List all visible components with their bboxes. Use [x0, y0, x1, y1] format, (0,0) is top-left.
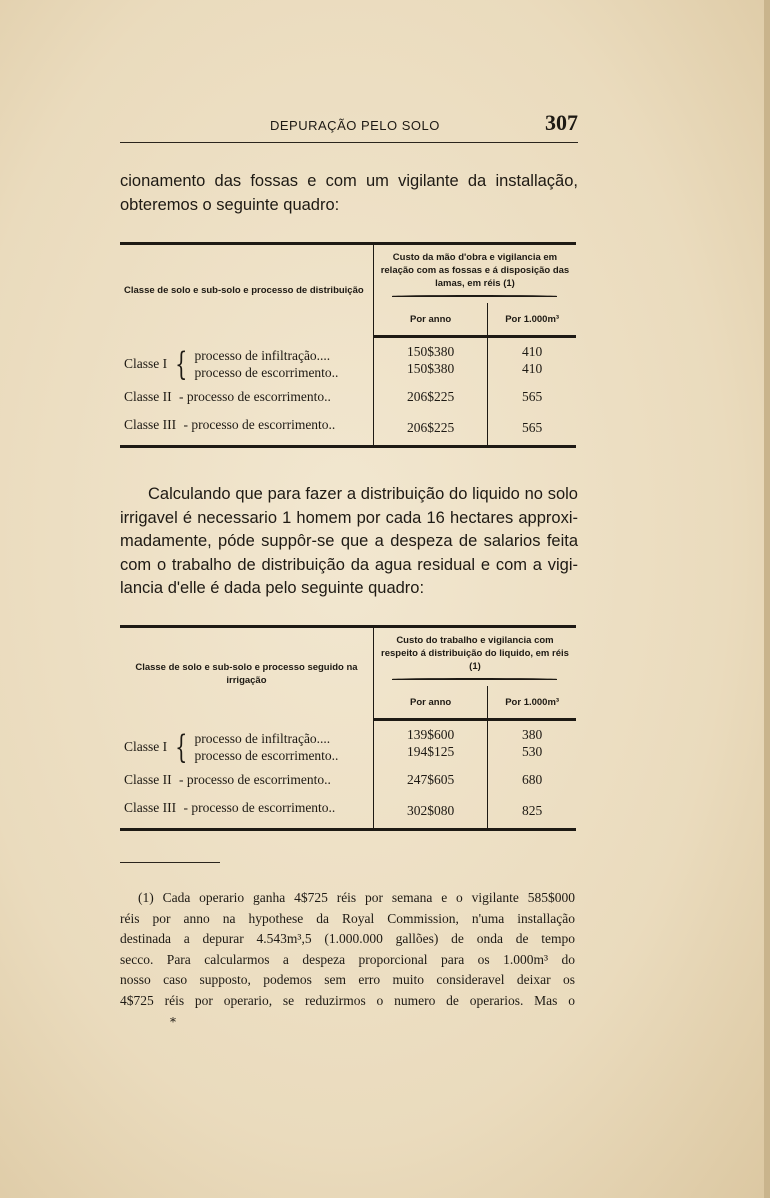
class-label: Classe I — [124, 355, 168, 371]
footnote-line: secco. Para calcularmos a despeza proporcional para os 1.000m³ do — [120, 951, 575, 967]
text-line: lancia d'elle é dada pelo seguinte quadro: — [120, 579, 425, 597]
cell-value: 530 — [522, 744, 543, 760]
text-line: cionamento das fossas e com um vigilante da installação, — [120, 172, 578, 190]
cell-value: 194$125 — [407, 744, 455, 760]
cell-value: 410 — [522, 344, 543, 360]
process-label: processo de infiltração.... — [194, 347, 331, 363]
process-label: - processo de escorrimento.. — [179, 771, 331, 787]
text-line: irrigavel é necessario 1 homem por cada 16 hectares approxi- — [120, 508, 578, 527]
footnote-line: (1) Cada operario ganha 4$725 réis por semana e o vigilante 585$000 — [138, 890, 575, 905]
page-header — [120, 112, 578, 143]
text-line: com o trabalho de distribuição da agua residual e com a vigi- — [120, 555, 578, 574]
brace-glyph: { — [175, 727, 188, 766]
column-header-per-year: Por anno — [373, 686, 487, 720]
class-label: Classe II — [124, 388, 172, 404]
cell-value: 150$380 — [407, 344, 455, 360]
cost-table-irrigation — [120, 625, 576, 831]
brace-glyph: { — [175, 344, 188, 383]
footnote-line: nosso caso supposto, podemos sem erro muito consideravel deixar os — [120, 972, 575, 987]
table-row — [120, 794, 576, 830]
running-title: DEPURAÇÃO PELO SOLO — [270, 118, 440, 133]
paragraph-calculation — [120, 483, 578, 601]
process-label: - processo de escorrimento.. — [179, 388, 331, 404]
footnote-line: destinada a depurar 4.543m³,5 (1.000.000 gallões) de onda de tempo — [120, 931, 575, 946]
cell-value: 150$380 — [407, 361, 455, 377]
cell-value: 206$225 — [373, 411, 487, 447]
process-label: processo de escorrimento.. — [194, 747, 339, 763]
class-label: Classe III — [124, 416, 177, 432]
column-header-cost — [373, 244, 576, 304]
table-row — [120, 766, 576, 794]
table-row — [120, 383, 576, 411]
cell-value: 247$605 — [373, 766, 487, 794]
column-header-per-1000m3: Por 1.000m³ — [488, 303, 576, 337]
column-header-per-year: Por anno — [373, 303, 487, 337]
cell-value: 680 — [522, 771, 543, 787]
cost-header-text: Custo da mão d'obra e vigilancia em relação com as fossas e á disposição das lamas, em réis (1) — [380, 252, 570, 289]
column-header-class: Classe de solo e sub-solo e processo seguido na irrigação — [120, 627, 373, 720]
process-label: - processo de escorrimento.. — [183, 416, 336, 432]
text-line: Calculando que para fazer a distribuição do liquido no solo — [148, 485, 578, 503]
cost-header-text: Custo do trabalho e vigilancia com respeito á distribuição do liquido, em réis (1) — [381, 635, 569, 672]
paragraph-intro — [120, 170, 578, 217]
cell-value: 565 — [522, 388, 543, 404]
cell-value: 410 — [522, 361, 543, 377]
cell-value: 302$080 — [373, 794, 487, 830]
header-brace — [392, 678, 557, 680]
cell-value: 380 — [522, 727, 543, 743]
table-row — [120, 337, 576, 383]
footnote-line: réis por anno na hypothese da Royal Commission, n'uma installação — [120, 910, 575, 926]
cell-value: 825 — [522, 802, 543, 818]
column-header-cost — [373, 627, 576, 687]
header-brace — [392, 295, 557, 297]
table-row — [120, 411, 576, 447]
footnote-line: 4$725 réis por operario, se reduzirmos o numero de operarios. Mas o — [120, 992, 575, 1008]
process-label: - processo de escorrimento.. — [183, 799, 336, 815]
class-label: Classe I — [124, 738, 168, 754]
footnote-rule — [120, 862, 220, 863]
text-line: obteremos o seguinte quadro: — [120, 195, 340, 214]
footnote — [120, 888, 575, 1011]
cost-table-fossas — [120, 242, 576, 448]
column-header-per-1000m3: Por 1.000m³ — [488, 686, 576, 720]
page-number: 307 — [545, 110, 578, 135]
process-label: processo de infiltração.... — [194, 730, 331, 746]
cell-value: 139$600 — [407, 727, 455, 743]
table-row — [120, 720, 576, 766]
class-label: Classe III — [124, 799, 177, 815]
column-header-class: Classe de solo e sub-solo e processo de distribuição — [120, 244, 373, 337]
printer-mark: * — [170, 1015, 176, 1029]
text-line: madamente, póde suppôr-se que a despeza de salarios feita — [120, 532, 578, 550]
class-label: Classe II — [124, 771, 172, 787]
cell-value: 206$225 — [373, 383, 487, 411]
process-label: processo de escorrimento.. — [194, 364, 339, 380]
cell-value: 565 — [522, 419, 543, 435]
